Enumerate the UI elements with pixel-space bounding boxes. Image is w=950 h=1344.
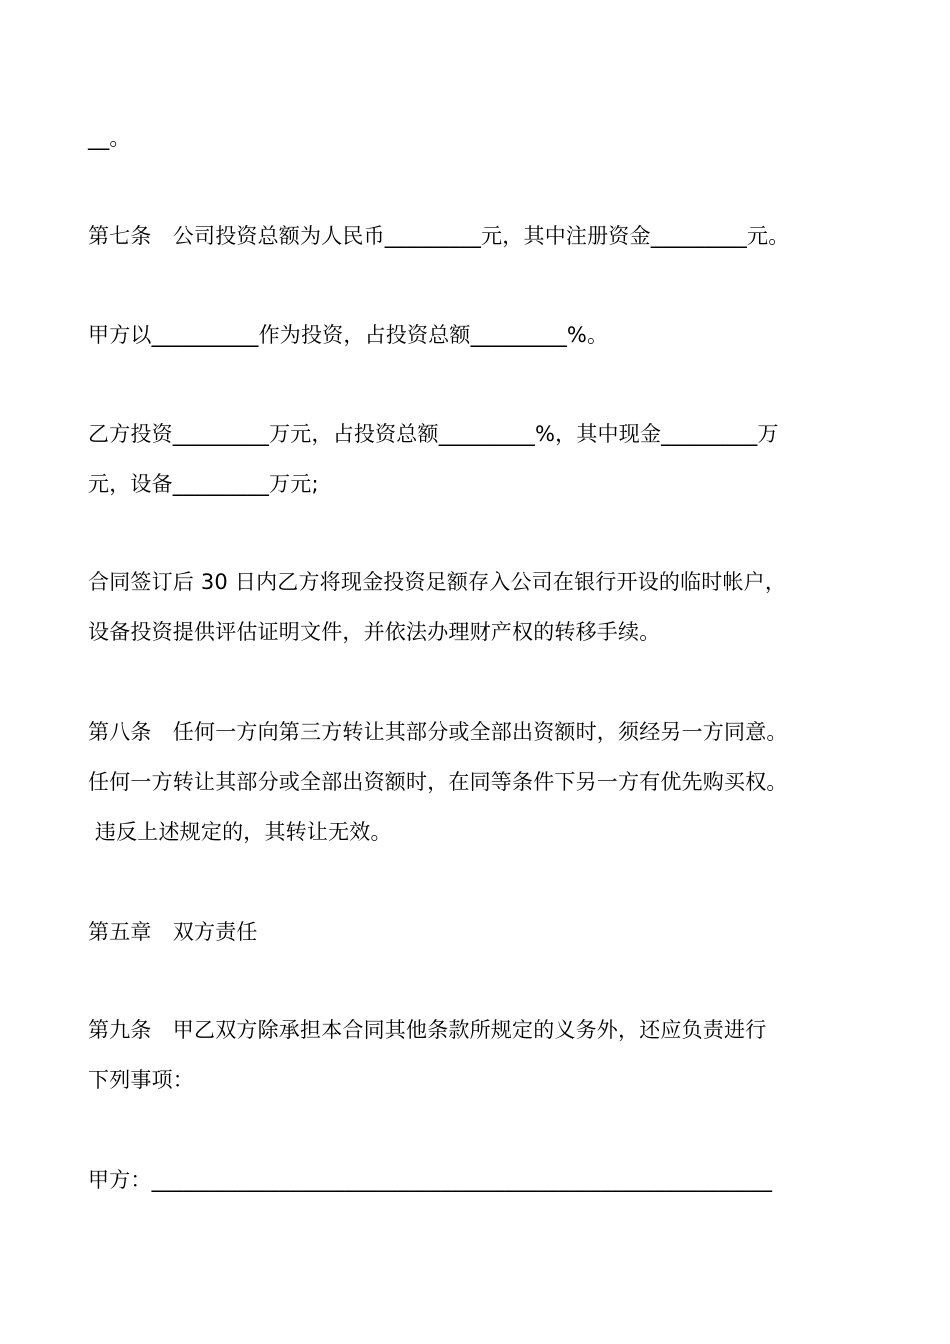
equipment-clause-line: 设备投资提供评估证明文件，并依法办理财产权的转移手续。	[88, 620, 661, 644]
invalid-transfer-line: 违反上述规定的，其转让无效。	[88, 820, 392, 844]
party-b-investment-line: 乙方投资_________万元，占投资总额_________%，其中现金_________万	[88, 422, 779, 446]
article-nine-line: 第九条 甲乙双方除承担本合同其他条款所规定的义务外，还应负责进行	[88, 1018, 767, 1042]
article-seven-line: 第七条 公司投资总额为人民币_________元，其中注册资金_________元。	[88, 224, 790, 248]
pre-emption-line: 任何一方转让其部分或全部出资额时，在同等条件下另一方有优先购买权。	[88, 770, 788, 794]
deposit-clause-line: 合同签订后 30 日内乙方将现金投资足额存入公司在银行开设的临时帐户，	[88, 570, 787, 594]
party-a-investment-line: 甲方以__________作为投资，占投资总额_________%。	[88, 323, 609, 347]
article-eight-line: 第八条 任何一方向第三方转让其部分或全部出资额时，须经另一方同意。	[88, 720, 788, 744]
text-line: __。	[88, 126, 131, 150]
chapter-five-heading: 第五章 双方责任	[88, 920, 258, 944]
article-nine-continuation: 下列事项：	[88, 1068, 194, 1092]
party-b-equipment-line: 元，设备_________万元;	[88, 472, 319, 496]
party-a-duties-line: 甲方：__________________________________________________________	[88, 1168, 773, 1192]
